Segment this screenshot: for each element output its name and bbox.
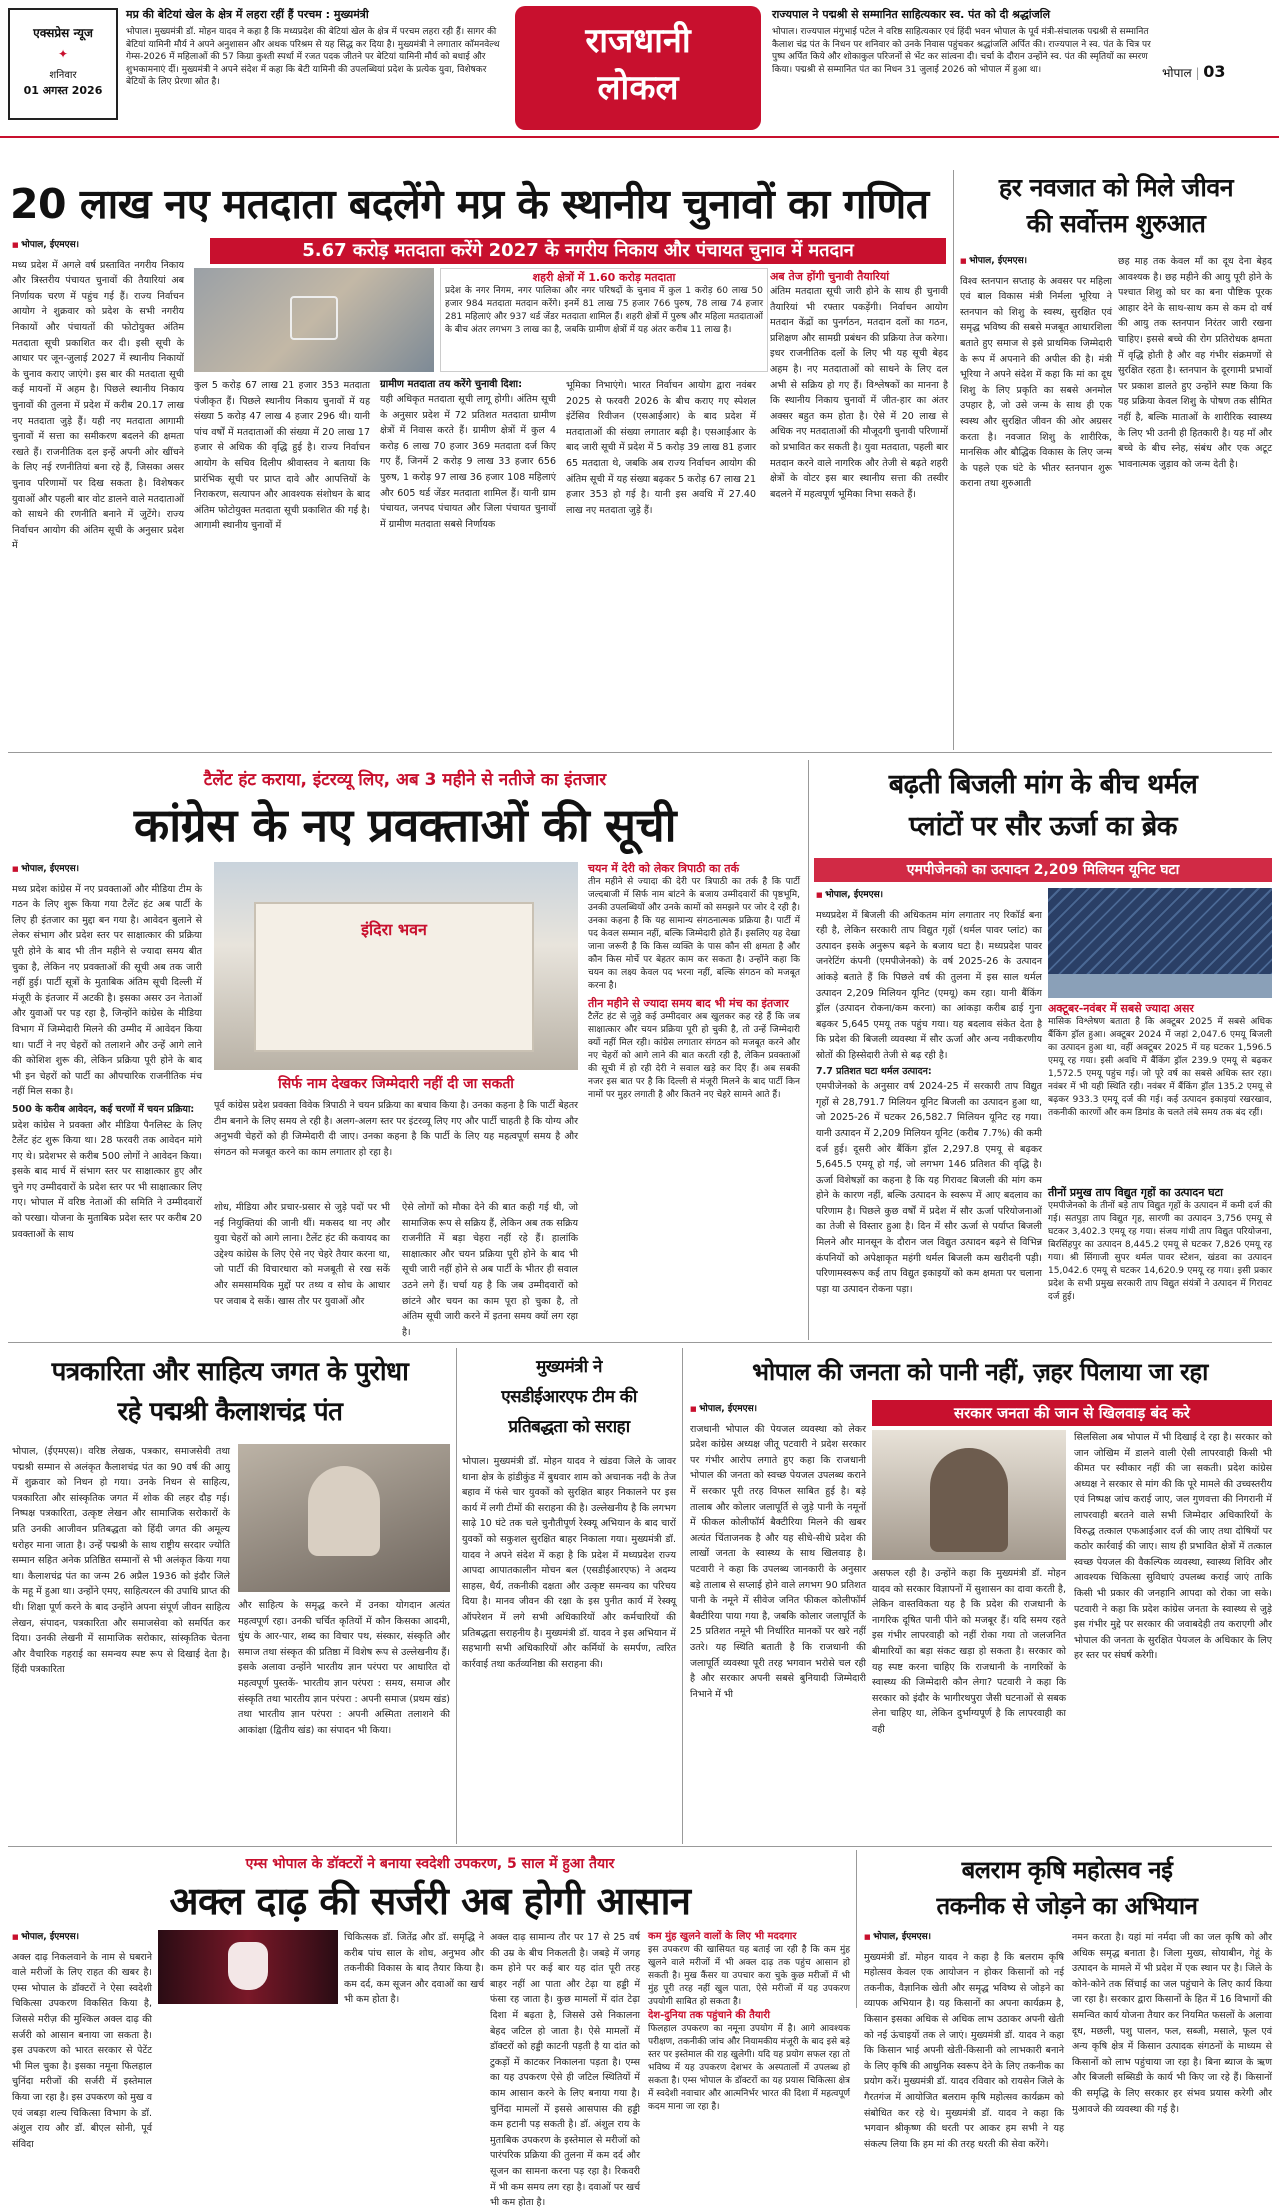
story6-headline-line1: मुख्यमंत्री ने [536, 1357, 602, 1377]
masthead-rule [0, 136, 1279, 138]
story8-sidebar [648, 1930, 850, 2112]
page-info: भोपाल | 03 [1162, 62, 1226, 81]
story3-side2-title: तीन महीने से ज्यादा समय बाद भी मंच का इंतजार [588, 997, 789, 1010]
story7-headline: भोपाल की जनता को पानी नहीं, ज़हर पिलाया जा रहा [752, 1358, 1208, 1386]
story5-col1: भोपाल, (ईएमएस)। वरिष्ठ लेखक, पत्रकार, समाजसेवी तथा पद्मश्री सम्मान से अलंकृत कैलाशचंद्र पंत का 90 वर्ष की आयु में शुक्रवार को निधन हो गया। उनके निधन से साहित्य, पत्रकारिता और सांस्कृतिक जगत में शोक की लहर दौड़ गई। निष्पक्ष पत्रकारिता, उत्कृष्ट लेखन और सामाजिक सरोकारों के प्रति उनकी आजीवन प्रतिबद्धता को हिंदी जगत की अमूल्य धरोहर माना जाता है। उन्हें पद्मश्री के साथ राष्ट्रीय सरदार ज्योति सम्मान सहित अनेक प्रतिष्ठित सम्मानों से भी अलंकृत किया गया था। कैलाशचंद्र पंत का जन्म 26 अप्रैल 1936 को इंदौर जिले के महू में हुआ था। उन्होंने एमए, साहित्यरत्न की उपाधि प्राप्त की थी। शिक्षा पूर्ण करने के बाद उन्होंने अपना संपूर्ण जीवन साहित्य लेखन, संपादन, पत्रकारिता और समाजसेवा को समर्पित कर दिया। उनकी लेखनी में सामाजिक सरोकार, सांस्कृतिक चेतना और वैचारिक गहराई का समन्वय स्पष्ट रूप से दिखाई देता है। हिंदी पत्रकारिता [12, 1446, 230, 1676]
story1-redbar: 5.67 करोड़ मतदाता करेंगे 2027 के नगरीय निकाय और पंचायत चुनाव में मतदान [210, 238, 946, 264]
story4-col1 [816, 888, 1042, 1340]
story4-headline-line1: बढ़ती बिजली मांग के बीच थर्मल [888, 769, 1198, 800]
story4-col1-b: एमपीजेनको के अनुसार वर्ष 2024-25 में सरकारी ताप विद्युत गृहों से 28,791.7 मिलियन यूनिट बिजली का उत्पादन हुआ था, जो 2025-26 में घटकर 26,582.7 मिलियन यूनिट रह गया। यानी उत्पादन में 2,209 मिलियन यूनिट (करीब 7.7%) की कमी दर्ज हुई। दूसरी ओर बैंकिंग ड्रॉल 2,297.8 एमयू से बढ़कर 5,645.5 एमयू हो गई, जो लगभग 146 प्रतिशत की वृद्धि है। ऊर्जा विशेषज्ञों का कहना है कि यह गिरावट बिजली की मांग कम होने के कारण नहीं, बल्कि उत्पादन के स्वरूप में आए बदलाव का परिणाम है। पिछले कुछ वर्षों में प्रदेश में सौर ऊर्जा परियोजनाओं का तेजी से विस्तार हुआ है। दिन में सौर ऊर्जा से पर्याप्त बिजली मिलने और मानसून के दौरान जल विद्युत उत्पादन बढ़ने से विभिन्न कंपनियों को अपेक्षाकृत महंगी थर्मल बिजली कम खरीदनी पड़ी। परिणामस्वरूप कई ताप विद्युत इकाइयों को कम क्षमता पर चलाना पड़ा या उत्पादन रोकना पड़ा। [816, 1081, 1042, 1295]
story4-box2 [1048, 1186, 1272, 1340]
story1-col1 [12, 238, 184, 748]
story3-headline: कांग्रेस के नए प्रवक्ताओं की सूची [133, 798, 677, 852]
teaser-left-title: मप्र की बेटियां खेल के क्षेत्र में लहरा रहीं हैं परचम : मुख्यमंत्री [126, 8, 369, 21]
story1-byline: ■ भोपाल, ईएमएस। [12, 238, 184, 254]
story9-headline-line1: बलराम कृषि महोत्सव नई [961, 1856, 1173, 1884]
story6-headline-line3: प्रतिबद्धता को सराहा [508, 1417, 630, 1437]
story3-photo-caption: इंदिरा भवन [361, 920, 427, 939]
story4-redbar: एमपीजेनको का उत्पादन 2,209 मिलियन यूनिट घटा [814, 858, 1272, 882]
story1-col3-text: यही अधिकृत मतदाता सूची लागू होगी। अंतिम सूची के अनुसार प्रदेश में 72 प्रतिशत मतदाता ग्रामीण क्षेत्रों में निवास करते हैं। ग्रामीण क्षेत्रों में कुल 4 करोड़ 6 लाख 70 हजार 369 मतदाता दर्ज किए गए हैं, जिनमें 2 करोड़ 9 लाख 33 हजार 656 पुरुष, 1 करोड़ 97 लाख 36 हजार 108 महिलाएं और 605 थर्ड जेंडर मतदाता शामिल हैं। यानी ग्राम पंचायत, जनपद पंचायत और जिला पंचायत चुनावों में ग्रामीण मतदाता सबसे निर्णायक [380, 394, 556, 530]
story7-redbar: सरकार जनता की जान से खिलवाड़ बंद करे [872, 1400, 1272, 1426]
story4-byline: ■ भोपाल, ईएमएस। [816, 888, 1042, 904]
story4-photo [1048, 888, 1272, 998]
teaser-left [126, 8, 500, 130]
story8-col1-text: अक्ल दाढ़ निकलवाने के नाम से घबराने वाले मरीजों के लिए राहत की खबर है। एम्स भोपाल के डॉक्टरों ने ऐसा स्वदेशी चिकित्सा उपकरण विकसित किया है, जिससे मरीज़ की मुश्किल अक्ल दाढ़ की सर्जरी को आसान बनाया जा सकता है। इस उपकरण को भारत सरकार से पेटेंट भी मिल चुका है। इसका नमूना फिलहाल चुनिंदा मरीजों की सर्जरी में इस्तेमाल किया जा रहा है। इस उपकरण को मुख व एवं जबड़ा शल्य चिकित्सा विभाग के डॉ. अंशुल राय और डॉ. बीएल सोनी, पूर्व संविदा [12, 1951, 152, 2150]
story8-side2-text: फिलहाल उपकरण का नमूना उपयोग में है। आगे आवश्यक परीक्षण, तकनीकी जांच और नियामकीय मंजूरी के बाद इसे बड़े स्तर पर इस्तेमाल की राह खुलेगी। यदि यह प्रयोग सफल रहा तो भविष्य में यह उपकरण देशभर के अस्पतालों में उपलब्ध हो सकता है। एम्स भोपाल के डॉक्टरों का यह प्रयास चिकित्सा क्षेत्र में स्वदेशी नवाचार और आत्मनिर्भर भारत की दिशा में महत्वपूर्ण कदम माना जा रहा है। [648, 2024, 850, 2112]
story2-headline [960, 170, 1272, 246]
story5-headline [10, 1352, 450, 1436]
story5-col2: और साहित्य के समृद्ध करने में उनका योगदान अत्यंत महत्वपूर्ण रहा। उनकी चर्चित कृतियों में कौन किसका आदमी, धुंध के आर-पार, शब्द का विचार पथ, संस्कार, संस्कृति और समाज तथा संस्कृत की प्रतिष्ठा में विशेष रूप से उल्लेखनीय हैं। इसके अलावा उन्होंने भारतीय ज्ञान परंपरा पर आधारित दो महत्वपूर्ण पुस्तकें- भारतीय ज्ञान परंपरा : समय, समाज और संस्कृति तथा भारतीय ज्ञान परंपरा : अपनी समाज (प्रथम खंड) तथा भारतीय ज्ञान परंपरा : अपनी अस्मिता तलाशने की आकांक्षा (द्वितीय खंड) का संपादन भी किया। [238, 1600, 450, 1736]
story1-col2: कुल 5 करोड़ 67 लाख 21 हजार 353 मतदाता पंजीकृत हैं। पिछले स्थानीय निकाय चुनावों में यह संख्या 5 करोड़ 47 लाख 4 हजार 296 थी। यानी पांच वर्षों में मतदाताओं की संख्या में 20 लाख 17 हजार से अधिक की वृद्धि हुई है। राज्य निर्वाचन आयोग के सचिव दिलीप श्रीवास्तव ने बताया कि प्रारंभिक सूची पर प्राप्त दावे और आपत्तियों के निराकरण, सत्यापन और आवश्यक संशोधन के बाद अंतिम फोटोयुक्त मतदाता सूची प्रकाशित की गई है। आगामी स्थानीय चुनावों में [194, 380, 370, 532]
story1-col5 [770, 270, 948, 748]
teaser-right [772, 8, 1152, 130]
story1-box-title: शहरी क्षेत्रों में 1.60 करोड़ मतदाता [532, 271, 676, 284]
divider [953, 170, 954, 750]
story8-col1 [12, 1930, 152, 2150]
story1-col3 [380, 378, 556, 748]
story4-box1-text: मासिक विश्लेषण बताता है कि अक्टूबर 2025 में सबसे अधिक बैंकिंग ड्रॉल हुआ। अक्टूबर 2024 में जहां 2,047.6 एमयू बिजली का उत्पादन हुआ था, वहीं अक्टूबर 2025 में यह घटकर 1,596.5 एमयू रह गया। इसी अवधि में बैंकिंग ड्रॉल 239.9 एमयू से बढ़कर 1,572.5 एमयू पहुंच गई। जो पूरे वर्ष का सबसे अधिक स्तर रहा। नवंबर में भी यही स्थिति रही। नवंबर में बैंकिंग ड्रॉल 135.2 एमयू से बढ़कर 933.3 एमयू दर्ज की गई। कई उत्पादन इकाइयां रखरखाव, तकनीकी कारणों और कम डिमांड के चलते लंबे समय तक बंद रहीं। [1048, 1017, 1272, 1118]
story3-photo-banner: सिर्फ नाम देखकर जिम्मेदारी नहीं दी जा सकती [278, 1076, 514, 1092]
story5-headline-line2: रहे पद्मश्री कैलाशचंद्र पंत [117, 1397, 343, 1427]
story3-side1-title: चयन में देरी को लेकर त्रिपाठी का तर्क [588, 862, 740, 875]
story9-headline [862, 1852, 1272, 1928]
brand-logo-icon: ✦ [57, 47, 69, 61]
story3-col1 [12, 862, 202, 1338]
masthead [0, 0, 1279, 138]
story8-side1-title: कम मुंह खुलने वालों के लिए भी मददगार [648, 1931, 797, 1942]
story1-photo [194, 268, 434, 372]
story4-col1-text: मध्यप्रदेश में बिजली की अधिकतम मांग लगातार नए रिकॉर्ड बना रही है, लेकिन सरकारी ताप विद्युत गृहों (थर्मल पावर प्लांट) का उत्पादन इसके अनुरूप बढ़ने के बजाय घटा है। मध्यप्रदेश पावर जनरेटिंग कंपनी (एमपीजेनको) के वर्ष 2025-26 के उत्पादन आंकड़े बताते हैं कि पिछले वर्ष की तुलना में इस साल थर्मल उत्पादन 2,209 मिलियन यूनिट (एमयू) कम रहा। यानी बैंकिंग ड्रॉल (उत्पादन रोकना/कम करना) का आंकड़ा करीब ढाई गुना बढ़कर 5,645 एमयू तक पहुंच गया। यह बदलाव संकेत देता है कि प्रदेश की बिजली व्यवस्था में सौर ऊर्जा और अन्य नवीकरणीय स्रोतों की हिस्सेदारी तेजी से बढ़ रही है। [816, 909, 1042, 1061]
story8-photo [158, 1930, 338, 2004]
story3-under-photo: पूर्व कांग्रेस प्रदेश प्रवक्ता विवेक त्रिपाठी ने चयन प्रक्रिया का बचाव किया है। उनका कहना है कि पार्टी बेहतर टीम बनाने के लिए समय ले रही है। अलग-अलग स्तर पर इंटरव्यू लिए गए और पार्टी चाहती है कि योग्य और अनुभवी चेहरों को ही जिम्मेदारी दी जाए। उनका कहना है कि पार्टी के लिए यह महत्वपूर्ण समय है और संगठन को मजबूत करने का काम लगातार हो रहा है। [214, 1100, 578, 1158]
story1-col3-title: ग्रामीण मतदाता तय करेंगे चुनावी दिशा: [380, 379, 523, 390]
story9-col1 [864, 1930, 1064, 2150]
story3-col1-sub: 500 के करीब आवेदन, कई चरणों में चयन प्रक्रिया: [12, 1103, 195, 1115]
section-title-2: लोकल [597, 68, 679, 108]
story7-col1 [690, 1402, 866, 1842]
story8-side2-title: देश-दुनिया तक पहुंचाने की तैयारी [648, 2010, 770, 2021]
story1-col4: भूमिका निभाएंगे। भारत निर्वाचन आयोग द्वारा नवंबर 2025 से फरवरी 2026 के बीच कराए गए स्पेशल इंटेंसिव रिवीजन (एसआईआर) के बाद प्रदेश में मतदाताओं की संख्या लगातार बढ़ी है। एसआईआर के बाद जारी सूची में प्रदेश में 5 करोड़ 39 लाख 81 हजार 65 मतदाता थे, जबकि अब राज्य निर्वाचन आयोग की अंतिम सूची में यह संख्या बढ़कर 5 करोड़ 67 लाख 21 हजार 353 हो गई है। यानी इस अवधि में 27.40 लाख नए मतदाता जुड़े हैं। [566, 380, 756, 516]
story6-col1: भोपाल। मुख्यमंत्री डॉ. मोहन यादव ने खंडवा जिले के जावर थाना क्षेत्र के हांडीकुंड में बुधवार शाम को अचानक नदी के तेज बहाव में फंसे चार युवकों को सुरक्षित बाहर निकालने पर इस कार्य में लगी टीमों की सराहना की है। उल्लेखनीय है कि लगभग साढ़े 10 घंटे तक चले चुनौतीपूर्ण रेस्क्यू अभियान के बाद चारों युवकों को सकुशल सुरक्षित बाहर निकाला गया। मुख्यमंत्री डॉ. यादव ने अपने संदेश में कहा है कि प्रदेश में मध्यप्रदेश राज्य आपदा आपातकालीन मोचन बल (एसडीईआरएफ) ने अदम्य साहस, धैर्य, तकनीकी दक्षता और उत्कृष्ट समन्वय का परिचय दिया है। मानव जीवन की रक्षा के इस पुनीत कार्य में रेस्क्यू ऑपरेशन में लगे सभी अधिकारियों और कर्मचारियों की प्रतिबद्धता सराहनीय है। मुख्यमंत्री डॉ. यादव ने इस अभियान में सहभागी सभी अधिकारियों और कर्मियों के समर्पण, त्वरित कार्रवाई तथा कर्तव्यनिष्ठा की सराहना की। [462, 1456, 676, 1670]
story6-headline-line2: एसडीईआरएफ टीम की [501, 1387, 637, 1407]
story2-col1-text: विश्व स्तनपान सप्ताह के अवसर पर महिला एवं बाल विकास मंत्री निर्मला भूरिया ने स्तनपान को शिशु के स्वस्थ, सुरक्षित एवं समृद्ध भविष्य की सबसे मजबूत आधारशिला बताते हुए समाज से इसे प्राथमिक जिम्मेदारी के रूप में अपनाने की अपील की है। मंत्री भूरिया ने अपने संदेश में कहा कि मां का दूध शिशु के लिए प्रकृति का सबसे अनमोल उपहार है, जो उसे जन्म के साथ ही एक स्वस्थ और सुरक्षित जीवन की ओर अग्रसर करता है। नवजात शिशु के शारीरिक, मानसिक और बौद्धिक विकास के लिए जन्म के पहले एक घंटे के भीतर स्तनपान शुरू कराना तथा शुरुआती [960, 275, 1112, 490]
story9-byline: ■ भोपाल, ईएमएस। [864, 1930, 1064, 1946]
story3-col2b: ऐसे लोगों को मौका देने की बात कही गई थी, जो सामाजिक रूप से सक्रिय हैं, लेकिन अब तक सक्रिय राजनीति में बड़ा चेहरा नहीं रहे हैं। हालांकि साक्षात्कार और चयन प्रक्रिया पूरी होने के बाद भी सूची जारी नहीं होने से अब पार्टी के भीतर ही सवाल उठने लगे हैं। चर्चा यह है कि जब उम्मीदवारों को छांटने और चयन का काम पूरा हो चुका है, तो अंतिम सूची जारी करने में इतना समय क्यों लग रहा है। [402, 1202, 578, 1338]
story7-byline: ■ भोपाल, ईएमएस। [690, 1402, 866, 1418]
divider [456, 1348, 457, 1844]
story4-box1 [1048, 1002, 1272, 1182]
story1-box [440, 268, 768, 372]
story2-byline: ■ भोपाल, ईएमएस। [960, 254, 1112, 270]
issue-day: शनिवार [49, 70, 77, 81]
story3-col1-b: प्रदेश कांग्रेस ने प्रवक्ता और मीडिया पैनलिस्ट के लिए टैलेंट हंट शुरू किया था। 28 फरवरी तक आवेदन मांगे गए थे। प्रदेशभर से करीब 500 लोगों ने आवेदन किया। इसके बाद मार्च में संभाग स्तर पर साक्षात्कार हुए और चुने गए उम्मीदवारों के प्रदेश स्तर पर भी साक्षात्कार लिए गए। भोपाल में वरिष्ठ नेताओं की समिति ने उम्मीदवारों को परखा। योजना के मुताबिक प्रदेश स्तर पर करीब 20 प्रवक्ताओं के साथ [12, 1119, 202, 1240]
divider [808, 760, 809, 1340]
divider [856, 1850, 857, 2008]
teaser-right-body: भोपाल। राज्यपाल मंगुभाई पटेल ने वरिष्ठ साहित्यकार एवं हिंदी भवन भोपाल के पूर्व मंत्री-संचालक पद्मश्री से सम्मानित कैलाश चंद्र पंत के निधन पर शनिवार को उनके निवास पहुंचकर श्रद्धांजलि अर्पित की। राज्यपाल ने स्व. पंत के चित्र पर पुष्प अर्पित किये और शोकाकुल परिजनों से भेंट कर सांत्वना दी। चर्चा के दौरान उन्होंने स्व. पंत की स्मृतियों का स्मरण किया। पद्मश्री से सम्मानित पंत का निधन 31 जुलाई 2026 को भोपाल में हुआ था। [772, 27, 1151, 75]
story1-col5-title: अब तेज होंगी चुनावी तैयारियां [770, 270, 890, 283]
story6-headline [462, 1352, 676, 1448]
story7-photo [872, 1430, 1066, 1560]
story3-byline: ■ भोपाल, ईएमएस। [12, 862, 202, 878]
story2-headline-line1: हर नवजात को मिले जीवन [998, 173, 1234, 202]
story1-col5-text: अंतिम मतदाता सूची जारी होने के साथ ही चुनावी तैयारियां भी रफ्तार पकड़ेंगी। निर्वाचन आयोग मतदान केंद्रों का पुनर्गठन, मतदान दलों का गठन, प्रशिक्षण और सामग्री प्रबंधन की प्रक्रिया तेज करेगा। इधर राजनीतिक दलों के लिए भी यह सूची बेहद अहम है। नए मतदाताओं को साधने के लिए दल अभी से सक्रिय हो गए हैं। विश्लेषकों का मानना है कि स्थानीय निकाय चुनावों में जीत-हार का अंतर अक्सर बहुत कम होता है। ऐसे में 20 लाख से अधिक नए मतदाताओं की मौजूदगी चुनावी परिणामों को प्रभावित कर सकती है। युवा मतदाता, पहली बार मतदान करने वाले नागरिक और तेजी से बढ़ते शहरी क्षेत्रों के वोटर इस बार स्थानीय सत्ता की तस्वीर बदलने में महत्वपूर्ण भूमिका निभा सकते हैं। [770, 286, 948, 500]
brand-box [8, 8, 118, 120]
solar-panel-icon [1048, 974, 1272, 998]
story4-col1-sub: 7.7 प्रतिशत घटा थर्मल उत्पादन: [816, 1065, 932, 1077]
divider [8, 752, 1272, 753]
story1-headline: 20 लाख नए मतदाता बदलेंगे मप्र के स्थानीय चुनावों का गणित [10, 180, 929, 228]
story9-col2: नमन करता है। यहां मां नर्मदा जी का जल कृषि को और अधिक समृद्ध बनाता है। जिला मुख्य, सोयाबीन, गेहूं के उत्पादन के मामले में भी प्रदेश में एक स्थान पर है। जिले के कोने-कोने तक सिंचाई का जल पहुंचाने के लिए कार्य किया जा रहा है। सरकार द्वारा किसानों के हित में 16 विभागों की समन्वित कार्य योजना तैयार कर नियमित फसलों के अलावा दूध, मछली, पशु पालन, फल, सब्जी, मसाले, फूल एवं अन्य कृषि क्षेत्र में किसान उत्पादक संगठनों के माध्यम से किसानों को लाभ पहुंचाया जा रहा है। बिना ब्याज के ऋण और बिजली सब्सिडी के कार्य भी किए जा रहे हैं। किसानों की समृद्धि के लिए सरकार हर संभव प्रयास करेगी और मुआवजे की व्यवस्था की गई है। [1072, 1932, 1272, 2115]
portrait-icon [308, 1466, 380, 1556]
story3-side1-text: तीन महीने से ज्यादा की देरी पर त्रिपाठी का तर्क है कि पार्टी जल्दबाजी में सिर्फ नाम बांटने के बजाय उम्मीदवारों की पृष्ठभूमि, उनकी उपलब्धियों और उनके कामों को समझने पर जोर दे रही है। उनका कहना है कि यह सामान्य संगठनात्मक प्रक्रिया है। पार्टी में पद केवल सम्मान नहीं, बल्कि जिम्मेदारी होते हैं। इसलिए यह देखा जाना जरूरी है कि किस व्यक्ति के पास कौन सी क्षमता है और कौन किस मोर्चे पर बेहतर काम कर सकता है। उन्होंने कहा कि चयन का लक्ष्य केवल पद भरना नहीं, बल्कि संगठन को मजबूत करना है। [588, 877, 800, 991]
story2-headline-line2: की सर्वोत्तम शुरुआत [1026, 209, 1206, 238]
story8-col2: चिकित्सक डॉ. जितेंद्र और डॉ. समृद्धि ने करीब पांच साल के शोध, अनुभव और तकनीकी विकास के बाद तैयार किया है। कम दर्द, कम सूजन और दवाओं का खर्च भी कम होता है। [344, 1932, 484, 2006]
teaser-right-title: राज्यपाल ने पद्मश्री से सम्मानित साहित्यकार स्व. पंत को दी श्रद्धांजलि [772, 8, 1051, 21]
divider [682, 1348, 683, 1844]
story5-headline-line1: पत्रकारिता और साहित्य जगत के पुरोधा [51, 1357, 409, 1387]
story7-col2: असफल रही है। उन्होंने कहा कि मुख्यमंत्री डॉ. मोहन यादव को सरकार विज्ञापनों में सुशासन का दावा करती है, लेकिन वास्तविकता यह है कि प्रदेश की राजधानी के नागरिक दूषित पानी पीने को मजबूर हैं। यदि समय रहते इस गंभीर लापरवाही को नहीं रोका गया तो जलजनित बीमारियों का बड़ा संकट खड़ा हो सकता है। सरकार को यह स्पष्ट करना चाहिए कि राजधानी के नागरिकों के स्वास्थ्य की जिम्मेदारी कौन लेगा? पटवारी ने कहा कि सरकार को इंदौर के भागीरथपुरा जैसी घटनाओं से सबक लेना चाहिए था, लेकिन दुर्भाग्यपूर्ण है कि लापरवाही का वही [872, 1568, 1066, 1735]
story7-col3: सिलसिला अब भोपाल में भी दिखाई दे रहा है। सरकार को जान जोखिम में डालने वाली ऐसी लापरवाही किसी भी कीमत पर स्वीकार नहीं की जा सकती। प्रदेश कांग्रेस अध्यक्ष ने सरकार से मांग की कि पूरे मामले की उच्चस्तरीय एवं निष्पक्ष जांच कराई जाए, जल गुणवत्ता की निगरानी में लापरवाही बरतने वाले सभी जिम्मेदार अधिकारियों के विरुद्ध तत्काल एफआईआर दर्ज की जाए तथा दोषियों पर कठोर कार्रवाई की जाए। साथ ही प्रभावित क्षेत्रों में तत्काल स्वच्छ पेयजल की वैकल्पिक व्यवस्था, स्वास्थ्य शिविर और आवश्यक चिकित्सा सुविधाएं उपलब्ध कराई जाएं ताकि किसी भी प्रकार की जनहानि आपदा को रोका जा सके। पटवारी ने कहा कि प्रदेश कांग्रेस जनता के स्वास्थ्य से जुड़े इस गंभीर मुद्दे पर सरकार की जवाबदेही तय कराएगी और भोपाल की जनता के सुरक्षित पेयजल के अधिकार के लिए हर स्तर पर संघर्ष करेगी। [1074, 1432, 1272, 1662]
story3-photo [214, 862, 578, 1070]
tooth-icon [228, 1942, 268, 1990]
story8-byline: ■ भोपाल, ईएमएस। [12, 1930, 152, 1946]
page-number: 03 [1203, 62, 1226, 81]
section-banner [515, 6, 761, 130]
teaser-left-body: भोपाल। मुख्यमंत्री डॉ. मोहन यादव ने कहा है कि मध्यप्रदेश की बेटियां खेल के क्षेत्र में परचम लहरा रही हैं। सागर की बेटियां यामिनी मौर्य ने अपने अनुशासन और अथक परिश्रम से यह सिद्ध कर दिया है। मुख्यमंत्री ने लगातार कॉमनवेल्थ गेम्स-2026 में महिलाओं की 57 किग्रा कुश्ती स्पर्धा में रजत पदक जीतने पर बेटियां यामिनी मौर्य को बधाई और शुभकामनाएं दीं। मुख्यमंत्री ने अपने संदेश में कहा कि बेटी यामिनी की उपलब्धियां प्रदेश के प्रत्येक युवा, विशेषकर बेटियों के लिए प्रेरणा स्रोत है। [126, 27, 500, 87]
story8-col3: अक्ल दाढ़ सामान्य तौर पर 17 से 25 वर्ष की उम्र के बीच निकलती है। जबड़े में जगह कम होने पर कई बार यह दांत पूरी तरह बाहर नहीं आ पाता और टेढ़ा या हड्डी में फंसा रह जाता है। कुछ मामलों में दांत टेढ़ा दिशा में बढ़ता है, जिससे उसे निकालना बेहद जटिल हो जाता है। ऐसे मामलों में डॉक्टरों को हड्डी काटनी पड़ती है या दांत को टुकड़ों में काटकर निकालना पड़ता है। एम्स का यह उपकरण ऐसे ही जटिल स्थितियों में काम आसान करने के लिए बनाया गया है। चुनिंदा मामलों में इससे आसपास की हड्डी कम हटानी पड़ सकती है। डॉ. अंशुल राय के मुताबिक उपकरण के इस्तेमाल से मरीजों को पारंपरिक प्रक्रिया की तुलना में कम दर्द और सूजन का सामना करना पड़ रहा है। रिकवरी में भी कम समय लग रहा है। दवाओं पर खर्च भी कम होता है। [490, 1932, 640, 2209]
story1-box-body: प्रदेश के नगर निगम, नगर पालिका और नगर परिषदों के चुनाव में कुल 1 करोड़ 60 लाख 50 हजार 984 मतदाता मतदान करेंगे। इनमें 81 लाख 75 हजार 766 पुरुष, 78 लाख 74 हजार 281 महिलाएं और 937 थर्ड जेंडर मतदाता शामिल हैं। शहरी क्षेत्रों में पुरुष और महिला मतदाताओं के बीच अंतर लगभग 3 लाख का है, जबकि ग्रामीण क्षेत्रों में यह अंतर करीब 11 लाख है। [445, 286, 763, 335]
story9-col1-text: मुख्यमंत्री डॉ. मोहन यादव ने कहा है कि बलराम कृषि महोत्सव केवल एक आयोजन न होकर किसानों को नई तकनीक, वैज्ञानिक खेती और समृद्ध भविष्य से जोड़ने का व्यापक अभियान है। यह किसानों का अपना कार्यक्रम है, किसान इसका अधिक से अधिक लाभ उठाकर अपनी खेती को नई ऊंचाइयों तक ले जाएं। मुख्यमंत्री डॉ. यादव ने कहा कि किसान भाई अपनी खेती-किसानी को लाभकारी बनाने के लिए कृषि की आधुनिक स्वरूप देने के लिए तकनीक का प्रयोग करें। मुख्यमंत्री डॉ. यादव रविवार को रायसेन जिले के गैरतगंज में आयोजित बलराम कृषि महोत्सव कार्यक्रम को संबोधित कर रहे थे। मुख्यमंत्री डॉ. यादव ने कहा कि भगवान श्रीकृष्ण की धरती पर आकर हम सभी ने यह संकल्प लिया कि हम मां की तरह धरती की सेवा करेंगे। [864, 1951, 1064, 2150]
page-city: भोपाल [1162, 66, 1192, 80]
story8-kicker: एम्स भोपाल के डॉक्टरों ने बनाया स्वदेशी उपकरण, 5 साल में हुआ तैयार [10, 1852, 850, 1876]
story3-sidebar [588, 862, 800, 1338]
story4-headline [814, 764, 1272, 852]
story9-headline-line2: तकनीक से जोड़ने का अभियान [936, 1892, 1198, 1920]
brand-name: एक्सप्रेस न्यूज [33, 26, 93, 40]
speaker-icon [930, 1448, 1008, 1552]
story5-photo [238, 1444, 450, 1592]
story4-headline-line2: प्लांटों पर सौर ऊर्जा का ब्रेक [909, 811, 1177, 842]
story4-box1-title: अक्टूबर-नवंबर में सबसे ज्यादा असर [1048, 1002, 1194, 1015]
story2-col1 [960, 254, 1112, 748]
story3-col2a: शोध, मीडिया और प्रचार-प्रसार से जुड़े पदों पर भी नई नियुक्तियां की जानी थीं। मकसद था नए और युवा चेहरों को आगे लाना। टैलेंट हंट की कवायद का उद्देश्य कांग्रेस के लिए ऐसे नए चेहरे तैयार करना था, जो पार्टी की विचारधारा को मजबूती से रख सकें और समसामयिक मुद्दों पर तथ्य व सोच के आधार पर जवाब दे सकें। खास तौर पर युवाओं और [214, 1202, 390, 1307]
story4-box2-title: तीनों प्रमुख ताप विद्युत गृहों का उत्पादन घटा [1048, 1186, 1224, 1199]
story3-side2-text: टैलेंट हंट से जुड़े कई उम्मीदवार अब खुलकर कह रहे हैं कि जब साक्षात्कार और चयन प्रक्रिया पूरी हो चुकी है, तो उन्हें जिम्मेदारी क्यों नहीं मिल रही। कांग्रेस लगातार संगठन को मजबूत करने और नए चेहरों को आगे लाने की बात करती रही है, लेकिन प्रवक्ताओं की सूची में हो रही देरी ने सवाल खड़े कर दिए हैं। अब सबकी नजर इस बात पर है कि दिल्ली से मंजूरी मिलने के बाद पार्टी किन नामों पर मुहर लगाती है और कितने नए चेहरे सामने आते हैं। [588, 1012, 800, 1100]
story7-col1-text: राजधानी भोपाल की पेयजल व्यवस्था को लेकर प्रदेश कांग्रेस अध्यक्ष जीतू पटवारी ने प्रदेश सरकार पर गंभीर आरोप लगाते हुए कहा कि राजधानी भोपाल की जनता को स्वच्छ पेयजल उपलब्ध कराने में सरकार पूरी तरह विफल साबित हुई है। बड़े तालाब और कोलार जलापूर्ति से जुड़े पानी के नमूनों में फीकल कोलीफॉर्म बैक्टीरिया मिलने की खबर अत्यंत चिंताजनक है और यह सीधे-सीधे प्रदेश की लाखों जनता के स्वास्थ्य के साथ खिलवाड़ है। पटवारी ने कहा कि उपलब्ध जानकारी के अनुसार बड़े तालाब से सप्लाई होने वाले लगभग 90 प्रतिशत पानी के नमूने में सीवेज जनित फीकल कोलीफॉर्म बैक्टीरिया पाया गया है, जबकि कोलार जलापूर्ति के 25 प्रतिशत नमूने भी निर्धारित मानकों पर खरे नहीं उतरे। यह स्थिति बताती है कि राजधानी की जलापूर्ति व्यवस्था पूरी तरह भगवान भरोसे चल रही है और सरकार अपनी सबसे बुनियादी जिम्मेदारी निभाने में भी [690, 1423, 866, 1700]
ballot-icon [290, 296, 338, 340]
section-title-1: राजधानी [585, 21, 691, 61]
story1-col1-text: मध्य प्रदेश में अगले वर्ष प्रस्तावित नगरीय निकाय और त्रिस्तरीय पंचायत चुनावों की तैयारियां अब निर्णायक चरण में पहुंच गई हैं। राज्य निर्वाचन आयोग ने शुक्रवार को प्रदेश के सभी नगरीय निकायों और पंचायतों की फोटोयुक्त अंतिम मतदाता सूची प्रकाशित कर दी। इसी सूची के आधार पर जून-जुलाई 2027 में स्थानीय निकायों के चुनाव कराए जाएंगे। इस बार की मतदाता सूची कई मायनों में अहम है। पिछले स्थानीय निकाय चुनावों की तुलना में प्रदेश में करीब 20.17 लाख नए मतदाता जुड़े हैं। यही नए मतदाता आगामी चुनावों में सत्ता का समीकरण बदलने की क्षमता रखते हैं। राजनीतिक दल इन्हें अपनी ओर खींचने के लिए नई रणनीतियां बना रहे हैं, जिसका असर चुनाव परिणामों पर दिख सकता है। विशेषकर युवाओं और पहली बार वोट डालने वाले मतदाताओं को साधने की रणनीति बनाने में जुटेंगे। राज्य निर्वाचन आयोग की अंतिम सूची के अनुसार प्रदेश में [12, 259, 184, 552]
story4-box2-text: एमपीजेनको के तीनों बड़े ताप विद्युत गृहों के उत्पादन में कमी दर्ज की गई। सतपुड़ा ताप विद्युत गृह, सारणी का उत्पादन 3,756 एमयू से घटकर 3,402.3 एमयू रह गया। संजय गांधी ताप विद्युत परियोजना, बिरसिंहपुर का उत्पादन 8,445.2 एमयू से घटकर 7,826 एमयू रह गया। श्री सिंगाजी सुपर थर्मल पावर स्टेशन, खंडवा का उत्पादन 15,042.6 एमयू से घटकर 14,620.9 एमयू रह गया। इसी प्रकार प्रदेश के सभी प्रमुख सरकारी ताप विद्युत संयंत्रों ने उत्पादन में गिरावट दर्ज हुई। [1048, 1201, 1272, 1302]
story3-col1-text: मध्य प्रदेश कांग्रेस में नए प्रवक्ताओं और मीडिया टीम के गठन के लिए शुरू किया गया टैलेंट हंट अब पार्टी के लिए ही इंतजार का मुद्दा बन गया है। आवेदन बुलाने से लेकर संभाग और प्रदेश स्तर पर साक्षात्कार की प्रक्रिया पूरी होने के बाद भी तीन महीने से ज्यादा समय बीत चुका है, लेकिन नए प्रवक्ताओं की सूची अब तक जारी नहीं हुई। पार्टी सूत्रों के मुताबिक अंतिम सूची दिल्ली में मंजूरी के इंतजार में अटकी है। इसका असर उन नेताओं और युवाओं पर पड़ रहा है, जिन्होंने कांग्रेस के मीडिया विभाग में जिम्मेदारी मिलने की उम्मीद में आवेदन किया था। पार्टी ने नए चेहरों को तलाशने और उन्हें आगे लाने की कोशिश शुरू की, लेकिन प्रक्रिया पूरी होने के बाद भी इन चेहरों को पार्टी का औपचारिक राजनीतिक मंच नहीं मिल सका है। [12, 883, 202, 1098]
divider [8, 1342, 1272, 1343]
story3-kicker: टैलेंट हंट कराया, इंटरव्यू लिए, अब 3 महीने से नतीजे का इंतजार [203, 770, 607, 790]
issue-date: 01 अगस्त 2026 [23, 84, 103, 97]
divider [8, 1846, 1272, 1847]
story8-headline: अक्ल दाढ़ की सर्जरी अब होगी आसान [169, 1879, 691, 1923]
story8-side1-text: इस उपकरण की खासियत यह बताई जा रही है कि कम मुंह खुलने वाले मरीजों में भी अक्ल दाढ़ तक पहुंच आसान हो सकती है। मुख कैंसर या उपचार करा चुके कुछ मरीजों में भी मुंह पूरी तरह नहीं खुल पाता, ऐसे मरीजों में यह उपकरण उपयोगी साबित हो सकता है। [648, 1945, 850, 2007]
story2-col2: छह माह तक केवल माँ का दूध देना बेहद आवश्यक है। छह महीने की आयु पूरी होने के पश्चात शिशु को घर का बना पौष्टिक पूरक आहार देने के साथ-साथ कम से कम दो वर्ष की आयु तक स्तनपान निरंतर जारी रखना चाहिए। इससे बच्चे की रोग प्रतिरोधक क्षमता में वृद्धि होती है और वह गंभीर संक्रमणों से सुरक्षित रहता है। स्तनपान के दूरगामी प्रभावों पर प्रकाश डालते हुए उन्होंने स्पष्ट किया कि यह प्रक्रिया केवल शिशु के पोषण तक सीमित नहीं है, बल्कि माताओं के शारीरिक स्वास्थ्य के लिए भी उतनी ही हितकारी है। यह माँ और बच्चे के बीच स्नेह, संबंध और एक अटूट भावनात्मक जुड़ाव को जन्म देती है। [1118, 256, 1272, 470]
